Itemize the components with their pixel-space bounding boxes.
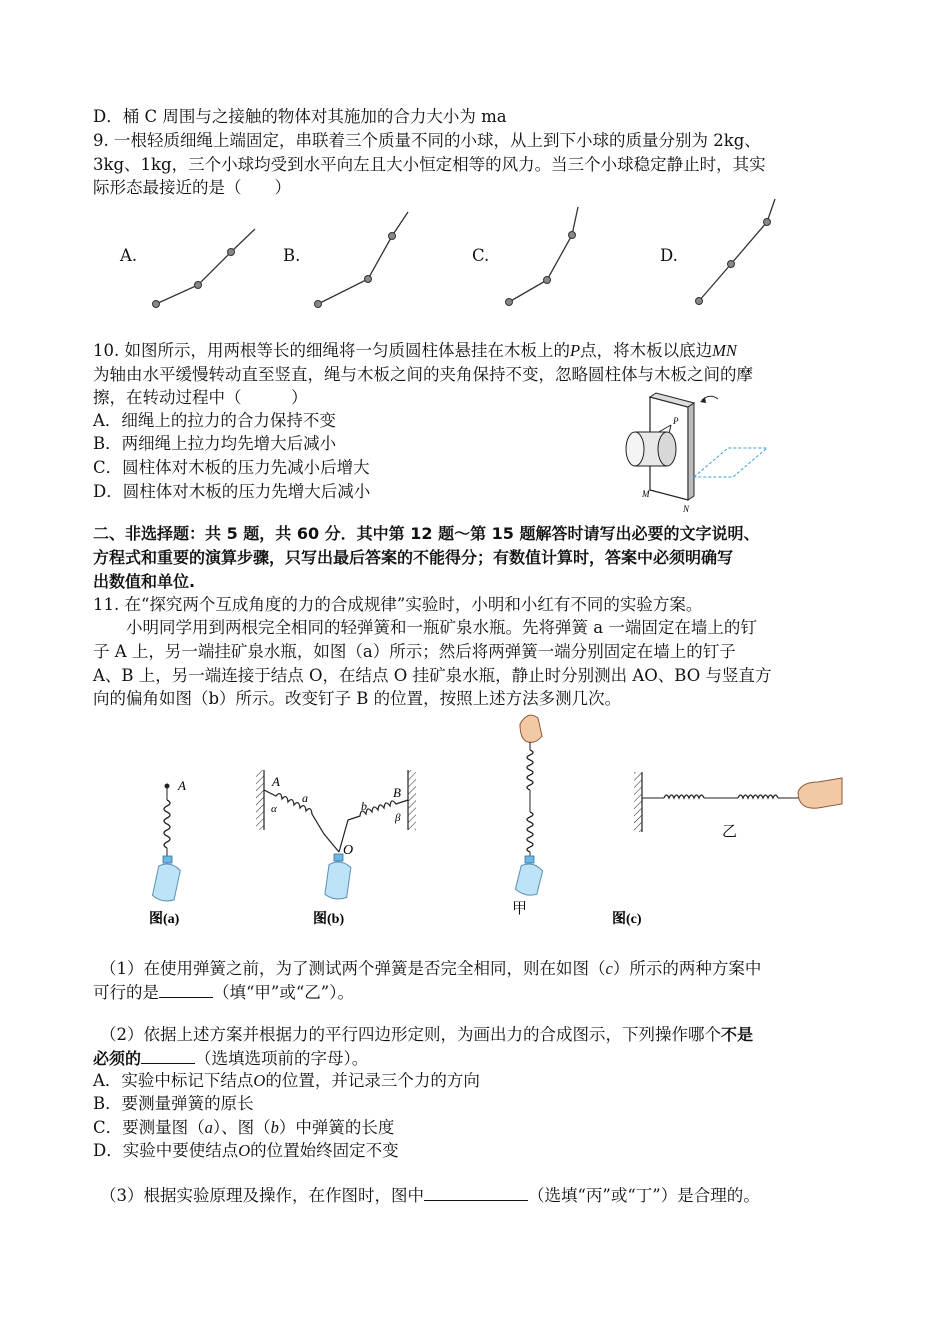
- q11-part3-answer-blank[interactable]: [424, 1184, 528, 1201]
- fig-yi: [634, 772, 842, 832]
- q11-part2-option-text: A．实验中标记下结点: [93, 1071, 254, 1090]
- q11-para-line2: 子 A 上，另一端挂矿泉水瓶，如图（a）所示；然后将两弹簧一端分别固定在墙上的钉子: [93, 642, 736, 661]
- q11-part1-text: （填“甲”或“乙”）。: [213, 983, 354, 1002]
- q11-part1-text: 可行的是: [93, 983, 159, 1002]
- q10-axis-mn: MN: [712, 341, 737, 360]
- q9-option-a-label: A.: [120, 246, 138, 265]
- fig-b-label-beta: β: [395, 812, 401, 824]
- q11-part1-fig-c: c: [605, 959, 613, 978]
- q11-part3-line: [100, 1184, 760, 1207]
- q9-option-c-label: C.: [472, 246, 490, 265]
- q11-part3-text: （选填“丙”或“丁”）是合理的。: [528, 1186, 760, 1205]
- q11-para-line1: 小明同学用到两根完全相同的轻弹簧和一瓶矿泉水瓶。先将弹簧 a 一端固定在墙上的钉: [126, 618, 757, 637]
- q11-part2-point-o: O: [238, 1141, 251, 1160]
- fig-a-caption: 图(a): [149, 912, 180, 927]
- fig-jia-caption: 甲: [512, 901, 528, 917]
- fig-b-label-alpha: α: [271, 803, 277, 815]
- q9-stem-line3: 际形态最接近的是（ ）: [93, 178, 291, 197]
- q10-fig-label-n: N: [683, 504, 690, 514]
- q11-part2-option-text: ）、图（: [212, 1118, 271, 1137]
- fig-b-label-a: A: [272, 774, 280, 789]
- q11-part2-text: （2）依据上述方案并根据力的平行四边形定则，为画出力的合成图示，下列操作哪个: [100, 1025, 721, 1044]
- q11-part2-point-o: O: [253, 1071, 266, 1090]
- q10-fig-label-p: P: [673, 416, 679, 426]
- q11-part2-line2: [93, 1047, 368, 1070]
- fig-b: [256, 770, 416, 900]
- section2-heading-line1: 二、非选择题：共 5 题，共 60 分．其中第 12 题～第 15 题解答时请写出必要的文字说明、: [93, 524, 760, 543]
- q11-part2-option-text: 的位置，并记录三个力的方向: [265, 1071, 480, 1090]
- q11-part2-fig-a: a: [204, 1118, 213, 1137]
- q11-part2-option-c: [93, 1117, 394, 1139]
- q11-part2-answer-blank[interactable]: [141, 1047, 195, 1064]
- q11-part2-emphasis: 不是: [721, 1025, 754, 1044]
- fig-jia: [515, 715, 544, 897]
- q8-option-d: D．桶 C 周围与之接触的物体对其施加的合力大小为 ma: [93, 107, 507, 126]
- q11-part1-text: ）所示的两种方案中: [612, 959, 762, 978]
- fig-c-caption: 图(c): [612, 912, 642, 927]
- q11-stem: 11. 在“探究两个互成角度的力的合成规律”实验时，小明和小红有不同的实验方案。: [93, 595, 703, 614]
- fig-b-label-b: B: [393, 785, 401, 800]
- q11-part2-option-text: C．要测量图（: [93, 1118, 205, 1137]
- q10-stem-text: 10. 如图所示，用两根等长的细绳将一匀质圆柱体悬挂在木板上的: [93, 341, 570, 360]
- q11-para-line4: 向的偏角如图（b）所示。改变钉子 B 的位置，按照上述方法多测几次。: [93, 689, 622, 708]
- q11-part3-text: （3）根据实验原理及操作，在作图时，图中: [100, 1186, 424, 1205]
- fig-a-label-a: A: [178, 778, 186, 793]
- q10-stem-line2: 为轴由水平缓慢转动直至竖直，绳与木板之间的夹角保持不变，忽略圆柱体与木板之间的摩: [93, 365, 753, 384]
- q11-part1-line2: [93, 981, 354, 1004]
- fig-b-label-spring-b: b: [361, 799, 367, 813]
- q10-stem-line3: 擦，在转动过程中（ ）: [93, 388, 308, 407]
- q9-stem-line1: 9. 一根轻质细绳上端固定，串联着三个质量不同的小球，从上到下小球的质量分别为 2kg、: [93, 131, 761, 150]
- q11-part2-fig-b: b: [270, 1118, 279, 1137]
- q10-point-p: P: [570, 341, 581, 360]
- section2-heading-line3: 出数值和单位.: [93, 572, 196, 591]
- fig-b-caption: 图(b): [313, 912, 345, 927]
- fig-a: [152, 778, 186, 903]
- fig-yi-caption: 乙: [722, 824, 738, 840]
- bottle-a: [152, 856, 181, 903]
- q11-part2-option-b: B．要测量弹簧的原长: [93, 1094, 254, 1113]
- q10-stem-text: 点，将木板以底边: [580, 341, 713, 360]
- q11-part2-option-text: ）中弹簧的长度: [278, 1118, 395, 1137]
- q11-part2-option-text: 的位置始终固定不变: [250, 1141, 399, 1160]
- q10-option-d: D．圆柱体对木板的压力先增大后减小: [93, 482, 371, 501]
- q11-part2-option-text: D．实验中要使结点: [93, 1141, 239, 1160]
- q11-para-line3: A、B 上，另一端连接于结点 O，在结点 O 挂矿泉水瓶，静止时分别测出 AO、BO 与竖直方: [93, 666, 772, 685]
- q10-option-b: B．两细绳上拉力均先增大后减小: [93, 434, 337, 453]
- q11-part1-text: （1）在使用弹簧之前，为了测试两个弹簧是否完全相同，则在如图（: [100, 959, 606, 978]
- fig-b-label-o: O: [343, 843, 354, 858]
- q11-part2-option-a: [93, 1070, 480, 1092]
- q11-part2-text: （选填选项前的字母）。: [195, 1049, 369, 1068]
- fig-b-label-spring-a: a: [302, 791, 308, 805]
- q9-option-d-label: D.: [660, 246, 678, 265]
- q10-fig-label-m: M: [642, 489, 650, 499]
- q11-part2-line1: [100, 1024, 753, 1046]
- bottle-jia: [515, 856, 544, 897]
- q11-part2-emphasis: 必须的: [93, 1049, 142, 1068]
- q11-part1-line1: [100, 958, 761, 980]
- q11-part1-answer-blank[interactable]: [159, 981, 213, 998]
- q9-option-b-label: B.: [283, 246, 301, 265]
- section2-heading-line2: 方程式和重要的演算步骤，只写出最后答案的不能得分；有数值计算时，答案中必须明确写: [93, 548, 734, 567]
- bottle-b: [324, 854, 351, 900]
- q9-stem-line2: 3kg、1kg，三个小球均受到水平向左且大小恒定相等的风力。当三个小球稳定静止时，其实: [93, 155, 766, 174]
- q11-part2-option-d: [93, 1140, 399, 1162]
- q10-option-c: C．圆柱体对木板的压力先减小后增大: [93, 458, 370, 477]
- q10-option-a: A．细绳上的拉力的合力保持不变: [93, 411, 336, 430]
